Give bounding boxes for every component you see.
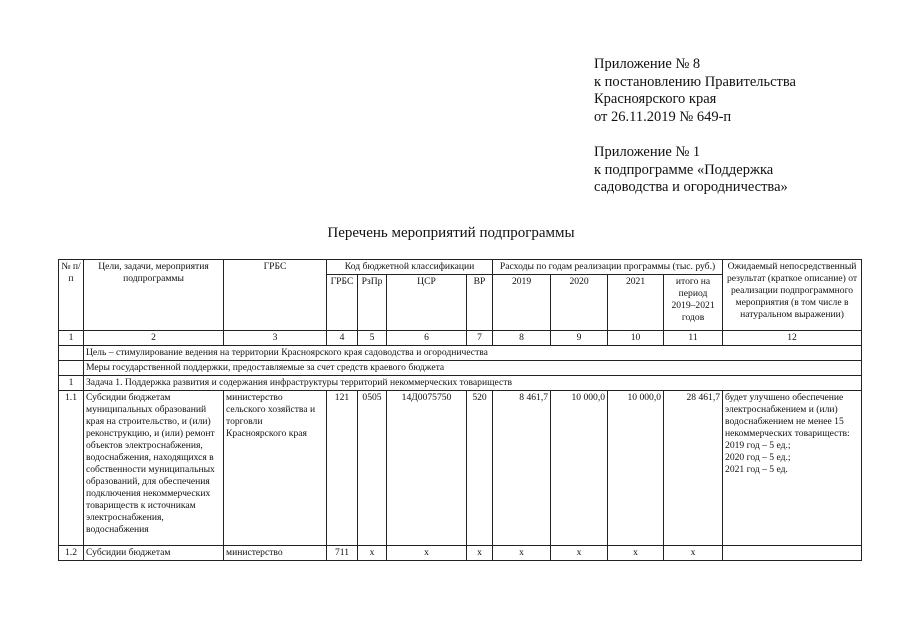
col-number: 8 xyxy=(493,331,551,346)
amount-2020: x xyxy=(551,546,608,561)
amount-2021: x xyxy=(608,546,664,561)
amount-2021: 10 000,0 xyxy=(608,391,664,546)
grbs-code: 121 xyxy=(327,391,358,546)
amount-2020: 10 000,0 xyxy=(551,391,608,546)
amount-2019: x xyxy=(493,546,551,561)
grbs-code: 711 xyxy=(327,546,358,561)
csr-code: x xyxy=(387,546,467,561)
amount-total: x xyxy=(664,546,723,561)
region-line: Красноярского края xyxy=(594,91,717,107)
header-goals: Цели, задачи, мероприятия подпрограммы xyxy=(84,260,224,331)
csr-code: 14Д0075750 xyxy=(387,391,467,546)
result-text: будет улучшено обеспечение электроснабжением и (или) водоснабжением не менее 15 некоммерческих товариществ: xyxy=(725,392,850,439)
rzpr-code: x xyxy=(358,546,387,561)
col-number: 3 xyxy=(224,331,327,346)
subheader-total: итого на период 2019–2021 годов xyxy=(664,275,723,331)
col-number: 12 xyxy=(723,331,862,346)
document-title: Перечень мероприятий подпрограммы xyxy=(327,225,575,241)
expected-result xyxy=(723,546,862,561)
document-header xyxy=(594,56,874,197)
result-2021: 2021 год – 5 ед. xyxy=(725,464,788,475)
col-number: 9 xyxy=(551,331,608,346)
header-result: Ожидаемый непосредственный результат (краткое описание) от реализации подпрограммного мероприятия (в том числе в натуральном выражении) xyxy=(723,260,862,331)
col-number: 6 xyxy=(387,331,467,346)
subheader-rzpr: РзПр xyxy=(358,275,387,331)
header-expenses: Расходы по годам реализации программы (тыс. руб.) xyxy=(493,260,723,275)
col-number: 11 xyxy=(664,331,723,346)
col-number: 2 xyxy=(84,331,224,346)
subheader-vr: ВР xyxy=(467,275,493,331)
subheader-2019: 2019 xyxy=(493,275,551,331)
measure-name: Субсидии бюджетам xyxy=(84,546,224,561)
subheader-grbs: ГРБС xyxy=(327,275,358,331)
table-row xyxy=(59,391,862,546)
task-number: 1 xyxy=(59,376,84,391)
measures-text: Меры государственной поддержки, предоставляемые за счет средств краевого бюджета xyxy=(84,361,862,376)
header-grbs: ГРБС xyxy=(224,260,327,331)
amount-total: 28 461,7 xyxy=(664,391,723,546)
grbs-name: министерство xyxy=(224,546,327,561)
amount-2019: 8 461,7 xyxy=(493,391,551,546)
header-budget-code: Код бюджетной классификации xyxy=(327,260,493,275)
vr-code: 520 xyxy=(467,391,493,546)
col-number: 1 xyxy=(59,331,84,346)
measure-name: Субсидии бюджетам муниципальных образований края на строительство, и (или) реконструкцию, и (или) ремонт объектов электроснабжения, водоснабжения, находящихся в собственности муниципальных образований, для обеспечения подключения некоммерческих товариществ к источникам электроснабжения, водоснабжения xyxy=(84,391,224,546)
col-number: 7 xyxy=(467,331,493,346)
header-row-1 xyxy=(59,260,862,275)
header-num: № п/п xyxy=(59,260,84,331)
result-2020: 2020 год – 5 ед.; xyxy=(725,452,791,463)
grbs-name: министерство сельского хозяйства и торговли Красноярского края xyxy=(224,391,327,546)
col-number: 10 xyxy=(608,331,664,346)
decree-line: к постановлению Правительства xyxy=(594,73,796,90)
subheader-2020: 2020 xyxy=(551,275,608,331)
row-number: 1.2 xyxy=(59,546,84,561)
expected-result xyxy=(723,391,862,546)
measures-table xyxy=(58,259,862,561)
subheader-csr: ЦСР xyxy=(387,275,467,331)
col-number: 4 xyxy=(327,331,358,346)
subprogram-line-1: к подпрограмме «Поддержка xyxy=(594,161,774,178)
rzpr-code: 0505 xyxy=(358,391,387,546)
subheader-2021: 2021 xyxy=(608,275,664,331)
vr-code: x xyxy=(467,546,493,561)
date-line: от 26.11.2019 № 649-п xyxy=(594,108,732,125)
measures-row xyxy=(59,361,862,376)
goal-row xyxy=(59,346,862,361)
task-text: Задача 1. Поддержка развития и содержания инфраструктуры территорий некоммерческих товариществ xyxy=(84,376,862,391)
subprogram-line-2: садоводства и огородничества» xyxy=(594,179,788,195)
appendix-1-label: Приложение № 1 xyxy=(594,144,701,160)
col-number: 5 xyxy=(358,331,387,346)
column-number-row xyxy=(59,331,862,346)
appendix-8-label: Приложение № 8 xyxy=(594,56,701,72)
task-row xyxy=(59,376,862,391)
row-number: 1.1 xyxy=(59,391,84,546)
goal-text: Цель – стимулирование ведения на территории Красноярского края садоводства и огородничества xyxy=(84,346,862,361)
table-row xyxy=(59,546,862,561)
result-2019: 2019 год – 5 ед.; xyxy=(725,440,791,451)
